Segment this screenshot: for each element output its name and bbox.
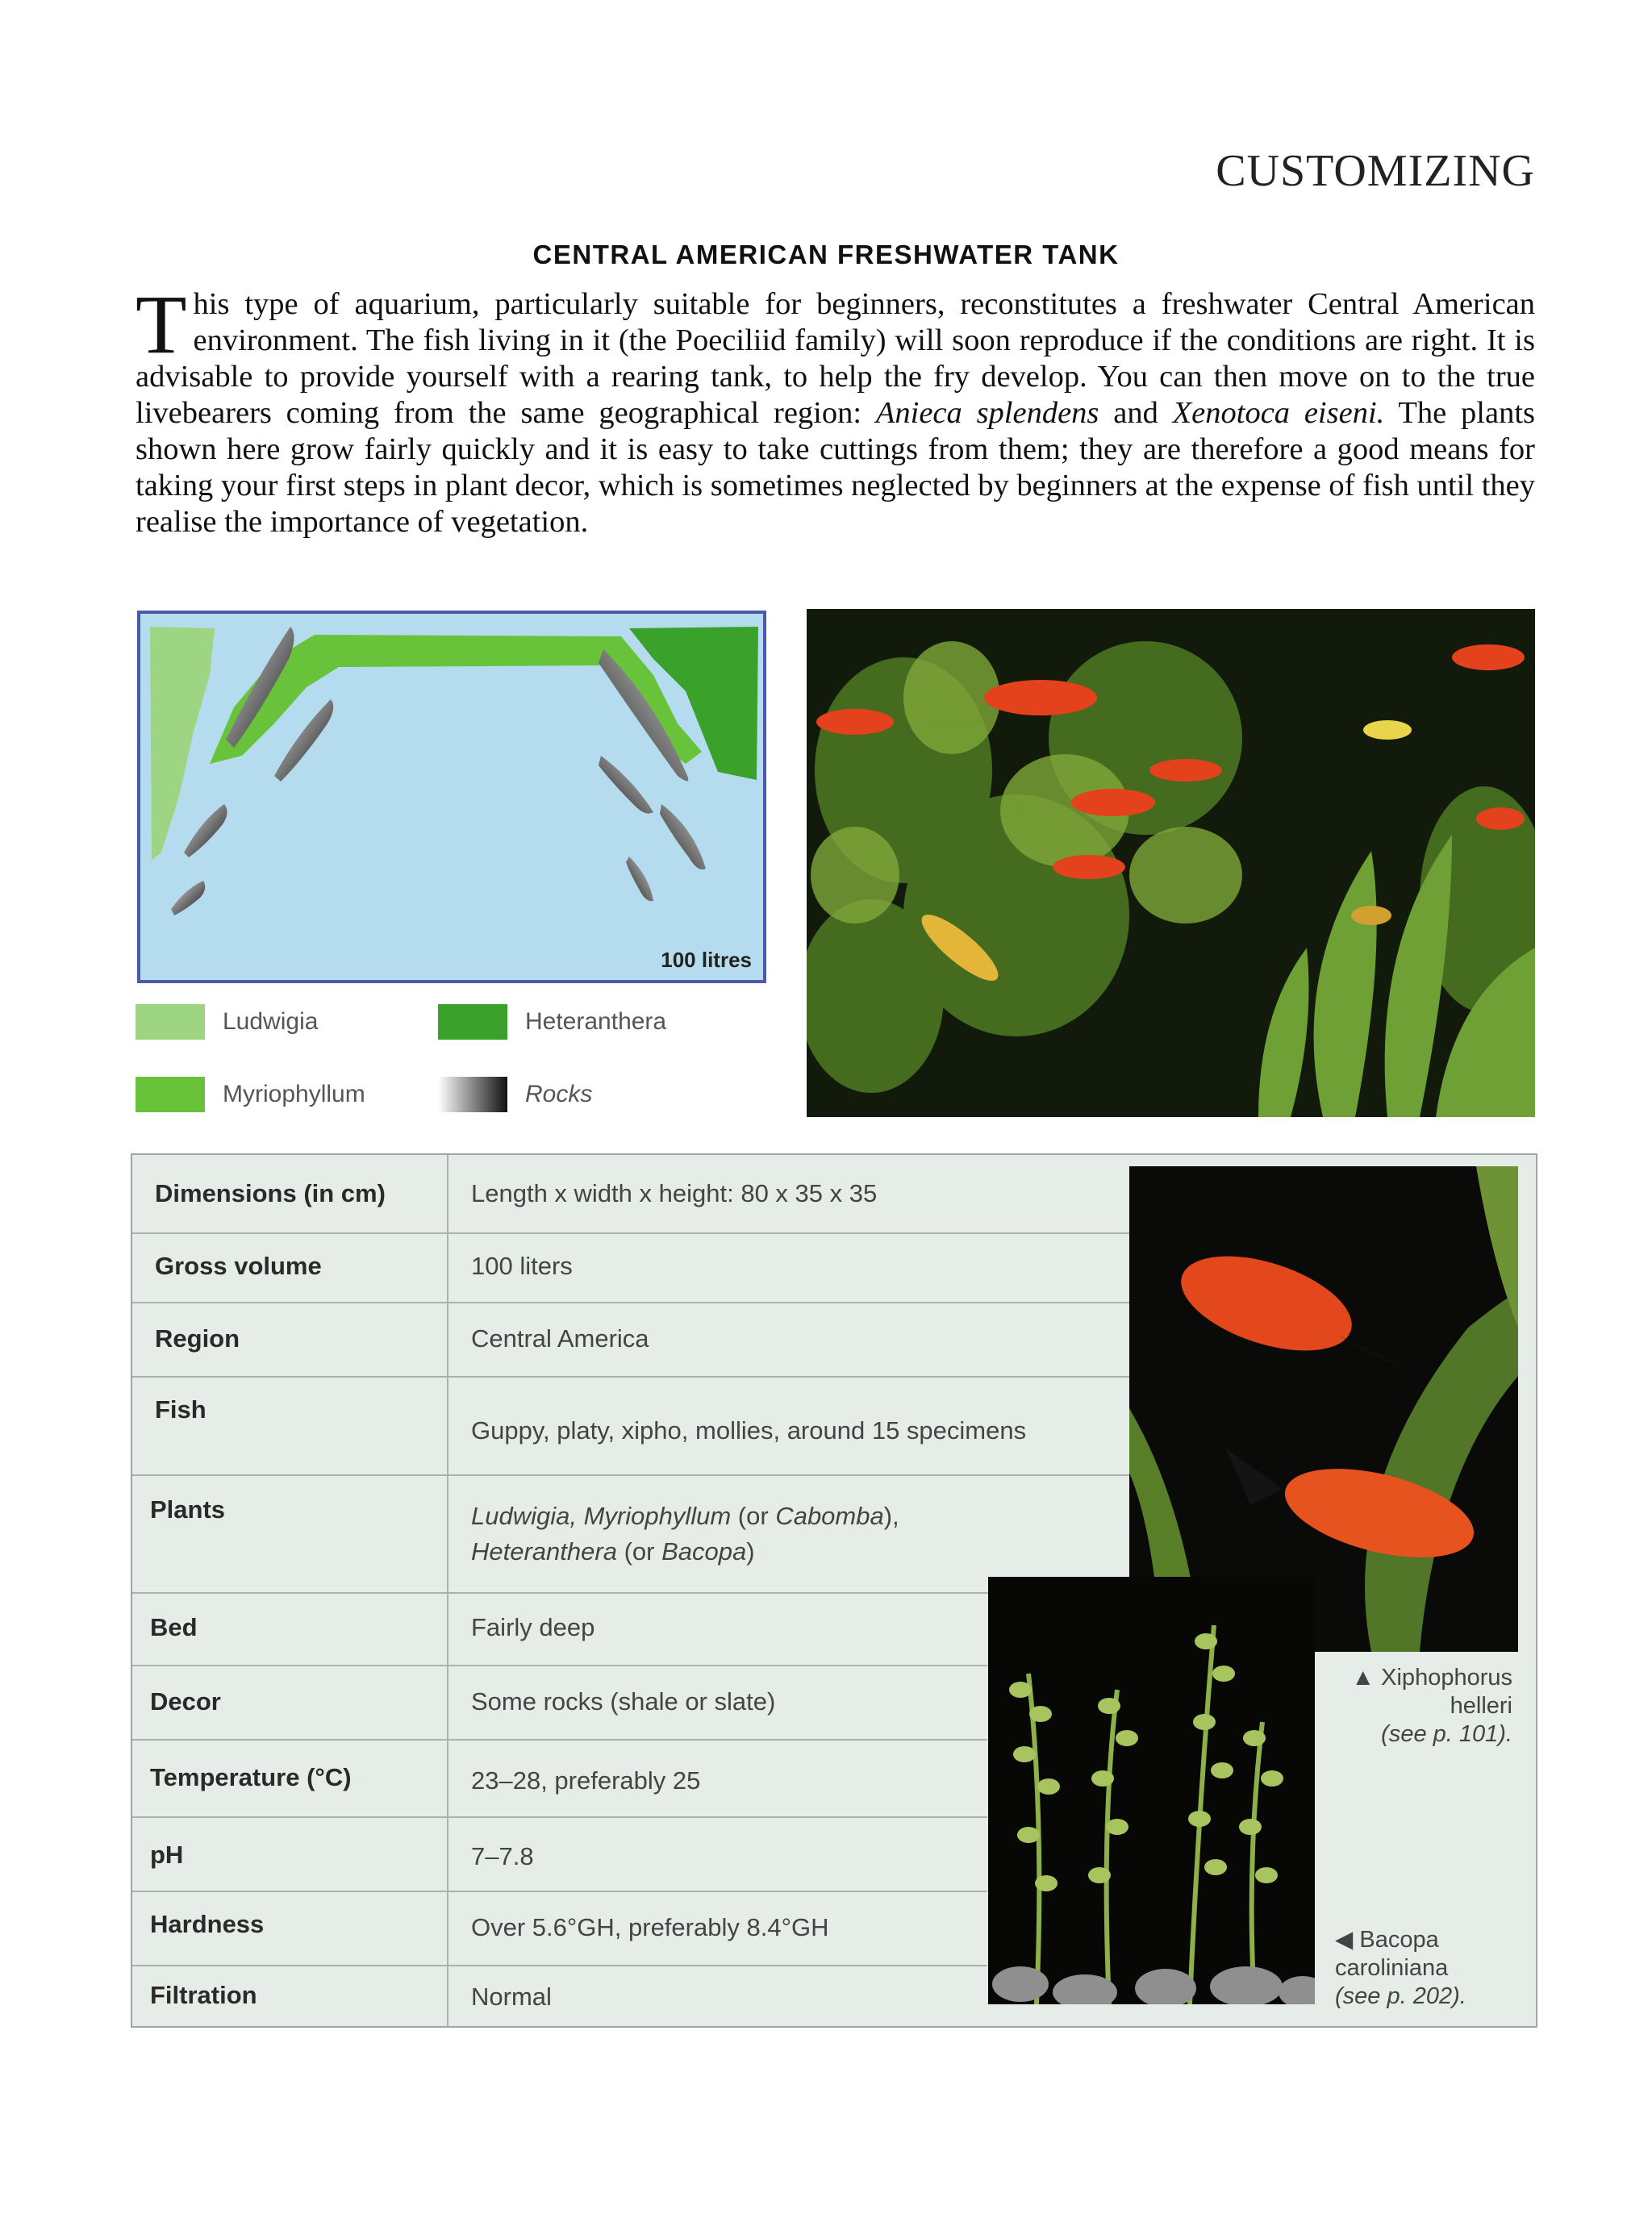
legend-label-heteranthera: Heteranthera: [525, 1008, 667, 1035]
legend-swatch-ludwigia: [136, 1004, 205, 1040]
spec-label-filtration: Filtration: [150, 1981, 257, 2009]
intro-text-2: The plants shown here grow fairly quickly and it is easy to take cuttings from them; they are therefore a good means for taking your first steps in plant decor, which is sometimes neglected by beginners at the expense of fish until they realise the importance of vegetation.: [136, 396, 1536, 539]
spec-label-hardness: Hardness: [150, 1910, 265, 1938]
plants-close-1: ),: [883, 1502, 899, 1530]
legend-swatch-rocks: [438, 1077, 507, 1112]
spec-value-plants: [471, 1499, 899, 1570]
legend-item-rocks: [438, 1077, 592, 1112]
table-row-volume: [132, 1232, 1262, 1303]
plants-or-1: (or: [731, 1502, 776, 1530]
caption-bacopa-line1: ◀ Bacopa: [1335, 1927, 1439, 1953]
plants-cabomba: Cabomba: [775, 1502, 884, 1530]
table-row-plants: [132, 1474, 1262, 1594]
species-anieca: Anieca splendens: [875, 396, 1099, 430]
caption-xipho-line2: helleri: [1450, 1693, 1512, 1719]
table-row-bed: [132, 1592, 987, 1666]
legend-swatch-heteranthera: [438, 1004, 507, 1040]
spec-label-bed: Bed: [150, 1613, 198, 1641]
drop-cap: T: [136, 278, 187, 371]
plants-heteranthera: Heteranthera: [471, 1537, 617, 1566]
spec-value-ph: 7–7.8: [471, 1842, 534, 1870]
intro-text-1: his type of aquarium, particularly suitable for beginners, reconstitutes a freshwater Central American environment. The fish living in it (the Poeciliid family) will soon reproduce if the conditions are right. It is advisable to provide yourself with a rearing tank, to help the fry develop. You can then move on to the true livebearers coming from the same geographical region:: [136, 287, 1535, 430]
plants-ludwigia-myriophyllum: Ludwigia, Myriophyllum: [471, 1502, 732, 1530]
aquarium-photo: [807, 609, 1535, 1117]
tank-layout-diagram: [137, 611, 766, 983]
table-row-fish: [132, 1376, 1262, 1476]
legend-swatch-myriophyllum: [136, 1077, 205, 1112]
diagram-legend: [136, 1000, 797, 1121]
caption-xipho-ref: (see p. 101).: [1381, 1721, 1512, 1747]
article-title: CENTRAL AMERICAN FRESHWATER TANK: [532, 240, 1120, 269]
table-row-ph: [132, 1816, 987, 1892]
intro-paragraph: [136, 278, 1536, 540]
legend-label-rocks: Rocks: [525, 1081, 593, 1107]
section-header: CUSTOMIZING: [1216, 146, 1535, 196]
legend-item-heteranthera: [438, 1004, 666, 1040]
plants-bacopa: Bacopa: [661, 1537, 747, 1566]
legend-item-myriophyllum: [136, 1077, 365, 1112]
spec-label-plants: Plants: [150, 1495, 226, 1524]
table-row-region: [132, 1302, 1262, 1378]
legend-label-ludwigia: Ludwigia: [223, 1008, 319, 1035]
tank-volume-label: 100 litres: [661, 948, 752, 972]
table-row-temperature: [132, 1739, 987, 1818]
spec-label-ph: pH: [150, 1841, 184, 1869]
legend-label-myriophyllum: Myriophyllum: [223, 1081, 365, 1107]
spec-value-region: Central America: [471, 1324, 649, 1353]
spec-value-bed: Fairly deep: [471, 1613, 595, 1641]
spec-value-decor: Some rocks (shale or slate): [471, 1687, 776, 1716]
legend-item-ludwigia: [136, 1004, 318, 1040]
spec-label-temperature: Temperature (°C): [150, 1763, 352, 1791]
bacopa-caption: [1335, 1926, 1537, 2011]
caption-bacopa-line2: caroliniana: [1335, 1955, 1449, 1981]
caption-xipho-line1: ▲ Xiphophorus: [1351, 1665, 1512, 1691]
spec-label-volume: Gross volume: [155, 1252, 322, 1280]
plants-close-2: ): [746, 1537, 755, 1566]
species-xenotoca: Xenotoca eiseni.: [1172, 396, 1385, 430]
spec-value-filtration: Normal: [471, 1983, 552, 2011]
table-row-dimensions: [132, 1155, 1262, 1234]
spec-label-dimensions: Dimensions (in cm): [155, 1179, 386, 1207]
caption-bacopa-ref: (see p. 202).: [1335, 1983, 1466, 2009]
spec-value-dimensions: Length x width x height: 80 x 35 x 35: [471, 1179, 878, 1207]
plants-or-2: (or: [616, 1537, 662, 1566]
bacopa-photo: [988, 1577, 1315, 2004]
spec-label-region: Region: [155, 1324, 240, 1353]
table-row-decor: [132, 1665, 987, 1741]
intro-and: and: [1099, 396, 1173, 430]
table-row-hardness: [132, 1891, 987, 1966]
table-row-filtration: [132, 1965, 987, 2024]
spec-label-decor: Decor: [150, 1687, 221, 1716]
spec-value-hardness: Over 5.6°GH, preferably 8.4°GH: [471, 1913, 829, 1941]
xiphophorus-caption: [1323, 1664, 1512, 1749]
spec-value-temperature: 23–28, preferably 25: [471, 1766, 701, 1795]
spec-label-fish: Fish: [155, 1395, 206, 1424]
spec-value-volume: 100 liters: [471, 1252, 573, 1280]
spec-value-fish: Guppy, platy, xipho, mollies, around 15 specimens: [471, 1416, 1027, 1445]
